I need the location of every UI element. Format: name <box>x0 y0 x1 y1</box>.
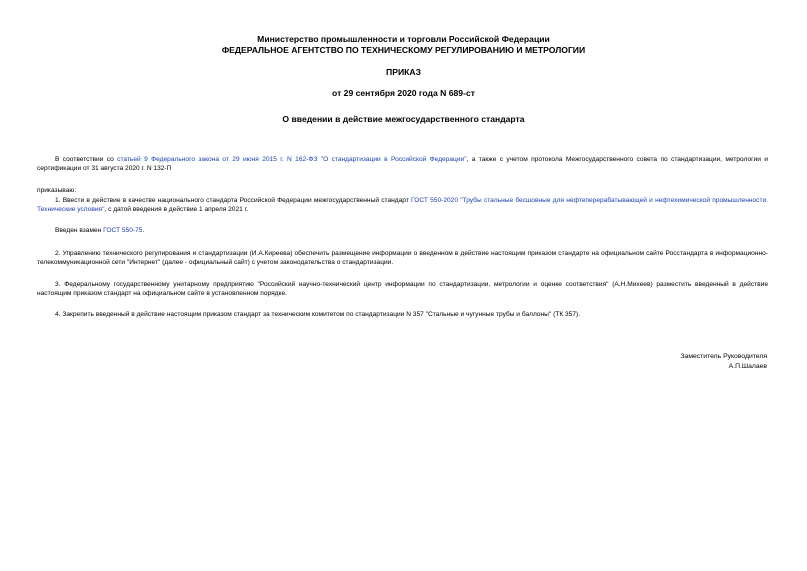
document-subject: О введении в действие межгосударственного стандарта <box>282 114 525 124</box>
item-2-paragraph: 2. Управлению технического регулирования и стандартизации (И.А.Киреева) обеспечить размещение информации о введенном в действие настоящим приказом стандарте на официальном сайте Росстандарта в информационно-телекоммуникационной сети "Интернет" (далее - официальный сайт) с учетом законодательства о стандартизации. <box>37 250 768 267</box>
signatory-position: Заместитель Руководителя <box>680 353 767 360</box>
document-date: от 29 сентября 2020 года N 689-ст <box>332 88 475 98</box>
gost-550-2020-link[interactable]: ГОСТ 550-2020 "Трубы стальные бесшовные для нефтеперерабатывающей и нефтехимической промышленности. Технические условия" <box>37 197 769 214</box>
item-4-paragraph: 4. Закрепить введенный в действие настоящим приказом стандарт за техническим комитетом по стандартизации N 357 "Стальные и чугунные трубы и баллоны" (ТК 357). <box>55 311 581 318</box>
replaced-suffix: . <box>142 227 145 234</box>
item-1-prefix: 1. Ввести в действие в качестве национального стандарта Российской Федерации межгосударственный стандарт <box>55 197 412 204</box>
document-type: ПРИКАЗ <box>386 67 421 77</box>
item-1-suffix: , с датой введения в действие 1 апреля 2021 г. <box>104 206 249 214</box>
order-word: приказываю: <box>37 187 77 194</box>
intro-suffix: , а также с учетом протокола Межгосударственного совета по стандартизации, метрологии и сертификации от 31 августа 2020 г. N 132-П <box>37 156 768 173</box>
gost-550-75-link[interactable]: ГОСТ 550-75 <box>103 227 143 234</box>
agency-name: ФЕДЕРАЛЬНОЕ АГЕНТСТВО ПО ТЕХНИЧЕСКОМУ РЕГУЛИРОВАНИЮ И МЕТРОЛОГИИ <box>221 45 586 55</box>
item-3-paragraph: 3. Федеральному государственному унитарному предприятию "Российский научно-технический центр информации по стандартизации, метрологии и оценке соответствия" (А.Н.Михеев) разместить введенный в действие настоящим приказом стандарт на официальном сайте в установленном порядке. <box>37 281 768 298</box>
signatory-name: А.П.Шалаев <box>728 363 767 370</box>
intro-paragraph <box>37 155 768 174</box>
intro-prefix: В соответствии со <box>55 156 118 163</box>
replaced-prefix: Введен взамен <box>55 227 104 234</box>
replaced-paragraph <box>37 226 768 235</box>
item-1-paragraph <box>37 196 768 215</box>
law-article-link[interactable]: статьей 9 Федерального закона от 29 июня 2015 г. N 162-ФЗ "О стандартизации в Российской Федерации" <box>117 156 467 163</box>
ministry-name: Министерство промышленности и торговли Российской Федерации <box>257 34 550 44</box>
